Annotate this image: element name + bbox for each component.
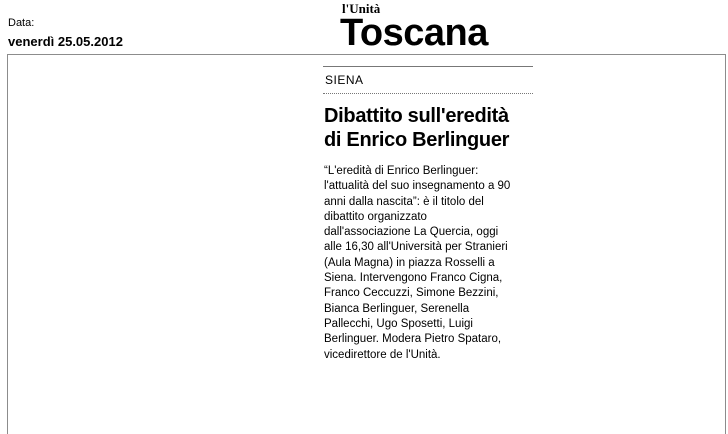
headline-line: di Enrico Berlinguer — [324, 129, 510, 151]
top-divider — [323, 66, 533, 67]
body-line: “L'eredità di Enrico Berlinguer: — [324, 165, 479, 177]
headline-line: Dibattito sull'eredità — [324, 105, 509, 127]
body-line: alle 16,30 all'Università per Stranieri — [324, 241, 508, 254]
body-line: Bianca Berlinguer, Serenella — [324, 302, 470, 315]
newspaper-name: l'Unità — [342, 1, 381, 16]
body-line: dall'associazione La Quercia, oggi — [324, 226, 499, 239]
body-line: Pallecchi, Ugo Sposetti, Luigi — [324, 317, 473, 330]
body-line: vicedirettore de l'Unità. — [324, 348, 441, 361]
body-line: (Aula Magna) in piazza Rosselli a — [324, 256, 495, 269]
body-line: l'attualità del suo insegnamento a 90 — [324, 180, 511, 193]
section-label: SIENA — [325, 73, 364, 87]
body-line: Berlinguer. Modera Pietro Spataro, — [324, 333, 502, 346]
date-label: Data: — [8, 17, 35, 29]
body-line: Franco Ceccuzzi, Simone Bezzini, — [324, 287, 499, 300]
article-body — [324, 164, 539, 363]
body-line: Siena. Intervengono Franco Cigna, — [324, 272, 503, 285]
body-line: dibattito organizzato — [324, 210, 427, 223]
article-headline — [324, 104, 544, 152]
date-value: venerdì 25.05.2012 — [8, 34, 123, 49]
edition-title: Toscana — [340, 12, 488, 54]
body-line: anni dalla nascita”: è il titolo del — [324, 195, 484, 208]
section-divider — [323, 93, 533, 94]
